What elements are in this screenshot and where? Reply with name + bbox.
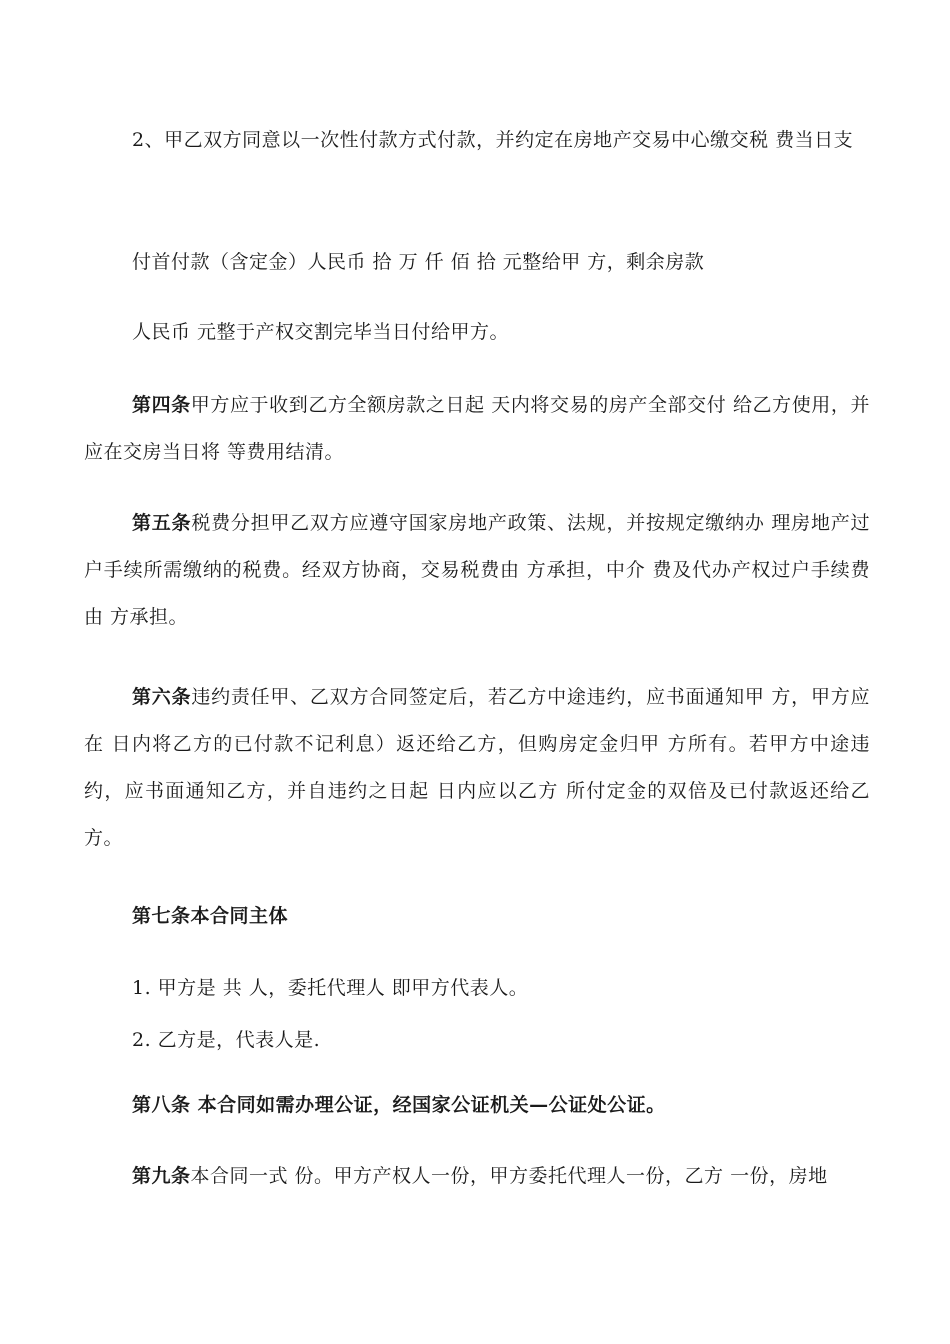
article-7-item-2 xyxy=(132,1017,872,1064)
article-5 xyxy=(84,500,870,641)
article-7-item-1 xyxy=(132,965,872,1012)
clause-3-item-2 xyxy=(84,117,870,164)
down-payment-line xyxy=(84,239,870,286)
article-9 xyxy=(84,1153,870,1200)
balance-payment-text: 人民币 元整于产权交割完毕当日付给甲方。 xyxy=(132,321,510,343)
down-payment-text: 付首付款（含定金）人民币 拾 万 仟 佰 拾 元整给甲 方，剩余房款 xyxy=(132,251,705,273)
article-7-item-2-text: 2. 乙方是，代表人是. xyxy=(132,1029,321,1051)
article-4-heading: 第四条 xyxy=(132,394,191,416)
article-7-item-1-text: 1. 甲方是 共 人，委托代理人 即甲方代表人。 xyxy=(132,977,529,999)
article-7-title-text: 第七条本合同主体 xyxy=(132,905,289,927)
clause-3-item-2-text: 2、甲乙双方同意以一次性付款方式付款，并约定在房地产交易中心缴交税 费当日支 xyxy=(132,129,854,151)
article-6-heading: 第六条 xyxy=(132,686,192,708)
article-6 xyxy=(84,674,870,862)
article-8 xyxy=(132,1082,872,1129)
article-8-text: 第八条 本合同如需办理公证，经国家公证机关—公证处公证。 xyxy=(132,1094,666,1116)
article-5-body: 税费分担甲乙双方应遵守国家房地产政策、法规，并按规定缴纳办 理房地产过户手续所需缴纳的税费。经双方协商，交易税费由 方承担，中介 费及代办产权过户手续费由 方承担。 xyxy=(84,512,870,628)
article-9-body: 本合同一式 份。甲方产权人一份，甲方委托代理人一份，乙方 一份，房地 xyxy=(190,1165,828,1187)
article-9-heading: 第九条 xyxy=(132,1165,191,1187)
article-6-body: 违约责任甲、乙双方合同签定后，若乙方中途违约，应书面通知甲 方，甲方应在 日内将乙方的已付款不记利息）返还给乙方，但购房定金归甲 方所有。若甲方中途违约，应书面通知乙方，并自违约之日起 日内应以乙方 所付定金的双倍及已付款返还给乙方。 xyxy=(84,686,870,849)
article-7-title xyxy=(132,893,872,940)
article-5-heading: 第五条 xyxy=(132,512,192,534)
article-4 xyxy=(84,382,870,476)
balance-payment-line xyxy=(84,309,870,356)
article-4-body: 甲方应于收到乙方全额房款之日起 天内将交易的房产全部交付 给乙方使用，并应在交房当日将 等费用结清。 xyxy=(84,394,870,463)
